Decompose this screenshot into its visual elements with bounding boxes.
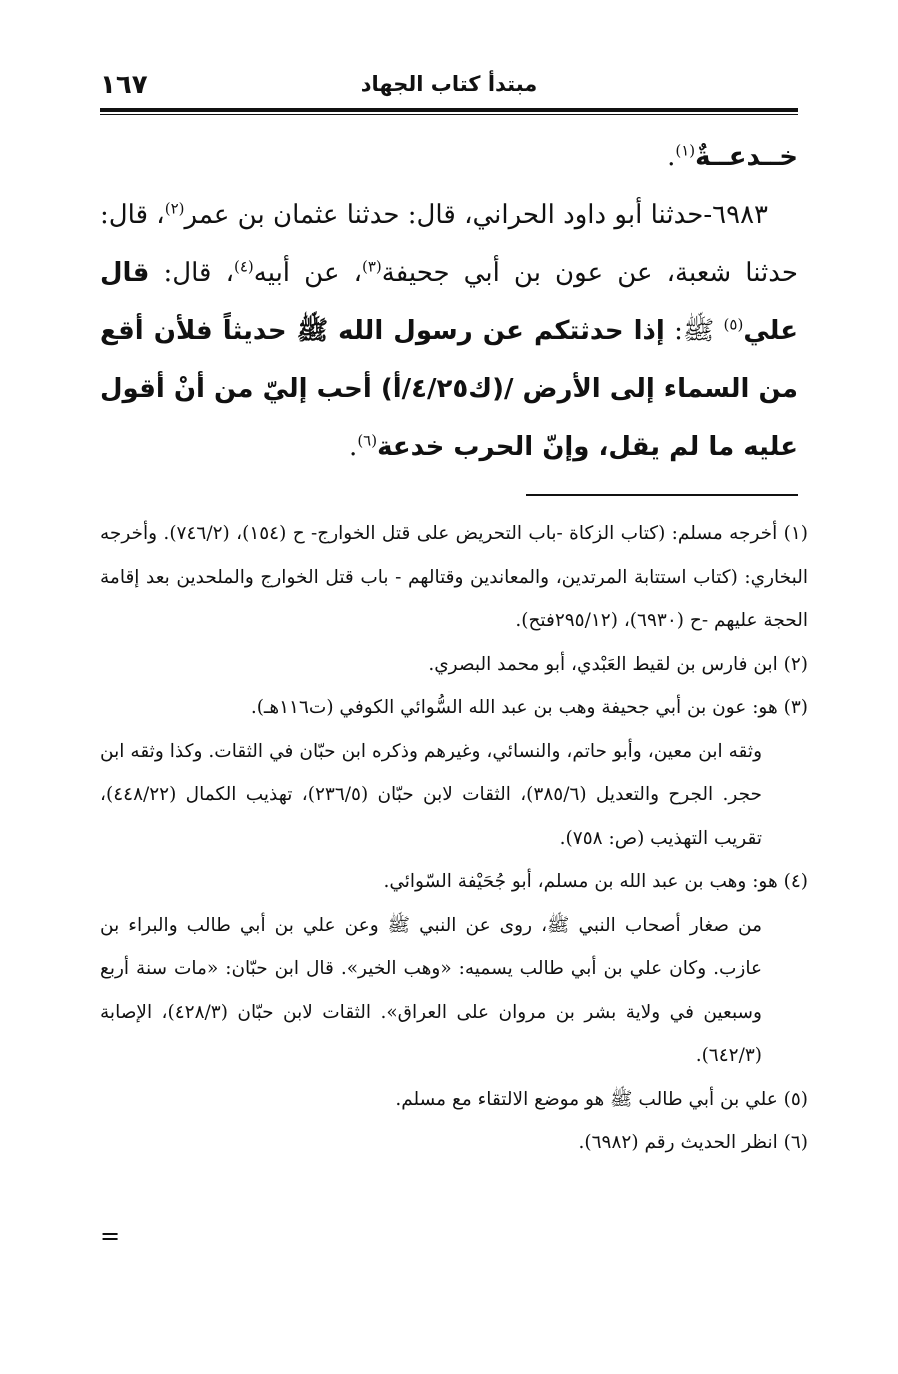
footnote-4-continued: من صغار أصحاب النبي ﷺ، روى عن النبي ﷺ وعن علي بن أبي طالب والبراء بن عازب. وكان علي بن أبي طالب يسميه: «وهب الخير». قال ابن حبّان: «مات سنة أربع وسبعين في ولاية بشر بن مروان على العراق». الثقات لابن حبّان (٤٢٨/٣)، الإصابة (٦٤٢/٣).	[100, 914, 762, 1066]
matn-end: .	[349, 432, 358, 462]
footnote-4: (٤) هو: وهب بن عبد الله بن مسلم، أبو جُحَيْفة السّوائي.	[383, 871, 808, 892]
page-header	[100, 70, 798, 102]
footnote-5: (٥) علي بن أبي طالب ﷺ هو موضع الالتقاء مع مسلم.	[395, 1088, 808, 1110]
footnotes	[100, 512, 808, 1165]
hadith-paragraph	[100, 186, 798, 476]
hadith-matn: إذا حدثتكم عن رسول الله ﷺ حديثاً فلأن أقع من السماء إلى الأرض /(ك٤/٢٥/أ) أحب إليّ من أنْ أقول عليه ما لم يقل، وإنّ الحرب خدعة	[100, 316, 798, 462]
footnote-ref-6: (٦)	[357, 431, 378, 450]
continuation-mark: =	[100, 1222, 121, 1250]
continuation-end: .	[667, 142, 676, 172]
footnote-ref-3: (٣)	[361, 257, 382, 276]
running-title: مبتدأ كتاب الجهاد	[360, 72, 538, 96]
continued-word: خــدعــةٌ	[695, 142, 798, 172]
continuation-line	[100, 128, 798, 186]
page-number: ١٦٧	[100, 70, 148, 100]
footnote-3-continued: وثقه ابن معين، وأبو حاتم، والنسائي، وغيرهم وذكره ابن حبّان في الثقات. وكذا وثقه ابن حجر. الجرح والتعديل (٣٨٥/٦)، الثقات لابن حبّان (٢٣٦/٥)، تهذيب الكمال (٤٤٨/٢٢)، تقريب التهذيب (ص: ٧٥٨).	[100, 740, 762, 849]
footnote-ref-5: (٥)	[723, 315, 744, 334]
footnote-6: (٦) انظر الحديث رقم (٦٩٨٢).	[578, 1132, 808, 1153]
header-rule-thin	[100, 114, 798, 115]
narration-part-4: ، قال:	[149, 258, 234, 288]
narration-part-1: حدثنا أبو داود الحراني، قال: حدثنا عثمان بن عمر	[184, 200, 704, 230]
footnote-ref-1: (١)	[675, 141, 696, 160]
narration-part-3: ، عن أبيه	[253, 258, 362, 288]
ali-said: قال علي	[100, 258, 799, 346]
main-text	[100, 128, 798, 476]
narration-part-2: ، قال: حدثنا شعبة، عن عون بن أبي جحيفة	[100, 200, 798, 288]
footnote-divider	[526, 494, 798, 496]
footnote-ref-2: (٢)	[164, 199, 185, 218]
footnote-1: (١) أخرجه مسلم: (كتاب الزكاة -باب التحريض على قتل الخوارج- ح (١٥٤)، (٧٤٦/٢). وأخرجه البخاري: (كتاب استتابة المرتدين، والمعاندين وقتالهم - باب قتل الخوارج والملحدين بعد إقامة الحجة عليهم -ح (٦٩٣٠)، (٢٩٥/١٢فتح).	[100, 523, 808, 631]
honorific: ﷺ:	[664, 316, 724, 346]
header-rule-thick	[100, 108, 798, 112]
footnote-ref-4: (٤)	[234, 257, 254, 276]
footnote-2: (٢) ابن فارس بن لقيط العَبْدي، أبو محمد البصري.	[428, 653, 808, 675]
footnote-3: (٣) هو: عون بن أبي جحيفة وهب بن عبد الله السُّوائي الكوفي (ت١١٦هـ).	[250, 697, 808, 718]
hadith-number: ٦٩٨٣-	[703, 200, 768, 230]
